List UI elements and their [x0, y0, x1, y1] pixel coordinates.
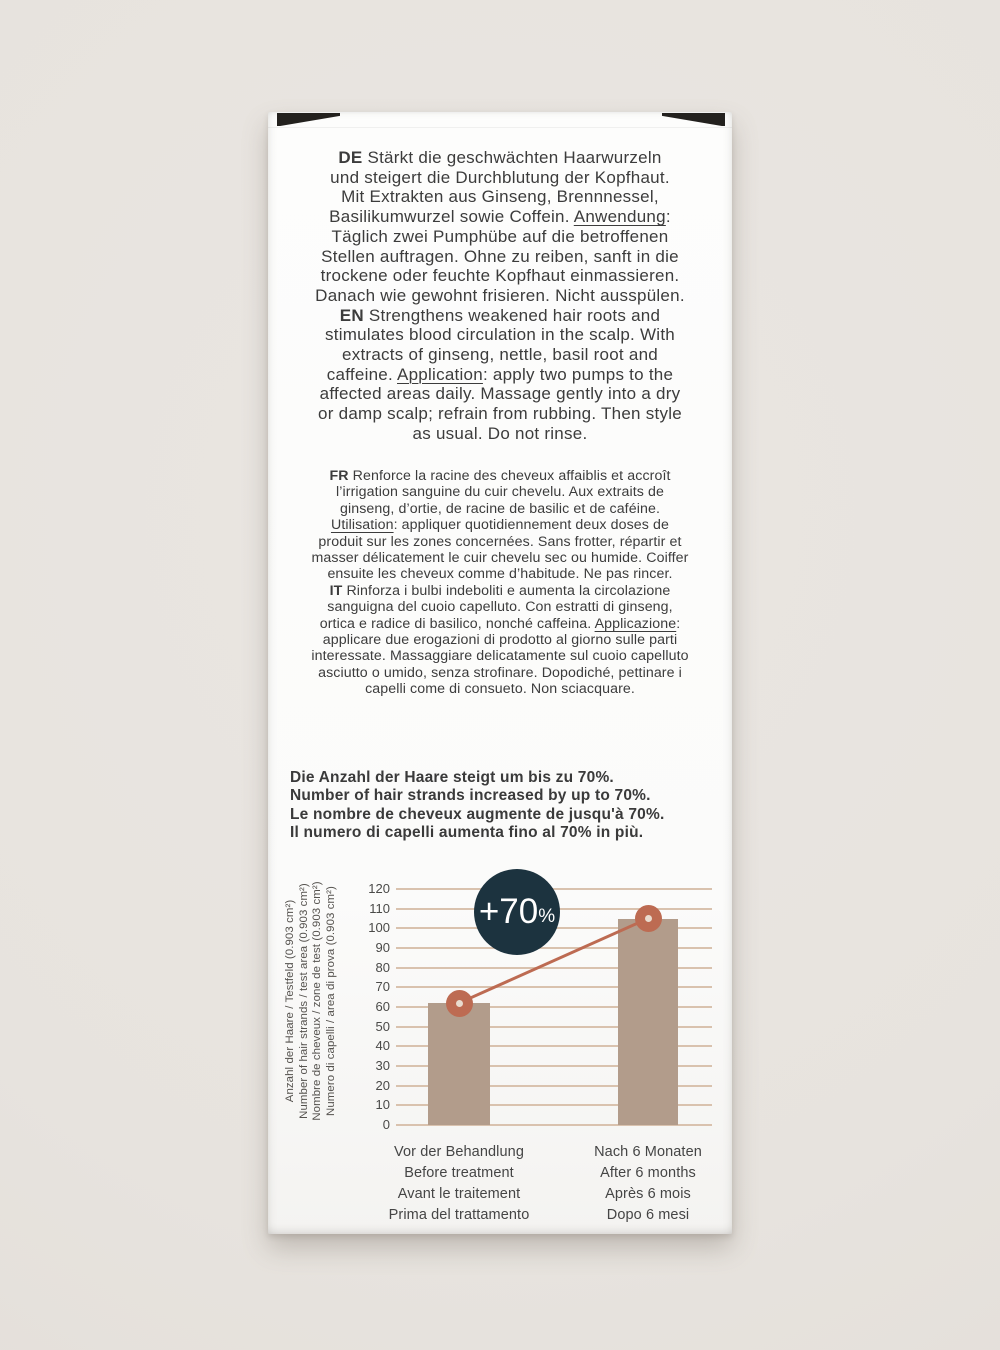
text-line: Stellen auftragen. Ohne zu reiben, sanft in die: [321, 246, 679, 266]
text-line: Nach 6 Monaten: [594, 1144, 702, 1160]
text-line: asciutto o umido, senza strofinare. Dopodiché, pettinare i: [318, 664, 682, 681]
text-line: Mit Extrakten aus Ginseng, Brennnessel,: [341, 187, 659, 207]
text-line: Danach wie gewohnt frisieren. Nicht ausspülen.: [315, 285, 685, 305]
trend-line: [268, 112, 732, 1234]
dot-hole: [456, 1000, 463, 1007]
text-line: EN Strengthens weakened hair roots and: [339, 305, 661, 325]
chart: [268, 112, 732, 1234]
text-line: Number of hair strands increased by up to 70%.: [290, 787, 651, 805]
y-tick-label: 10: [375, 1097, 390, 1113]
text-line: extracts of ginseng, nettle, basil root and: [342, 345, 658, 365]
data-point-after: [635, 905, 662, 932]
text-line: Die Anzahl der Haare steigt um bis zu 70%.: [290, 769, 614, 786]
y-tick-label: 90: [375, 940, 390, 955]
text-line: DE Stärkt die geschwächten Haarwurzeln: [338, 148, 662, 167]
data-point-before: [446, 990, 473, 1017]
text-line: produit sur les zones concernées. Sans frotter, répartir et: [318, 533, 682, 550]
text-line: Vor der Behandlung: [394, 1144, 524, 1160]
increase-badge: [474, 869, 560, 955]
y-tick-label: 0: [382, 1117, 390, 1132]
text-line: masser délicatement le cuir chevelu sec ou humide. Coiffer: [311, 550, 689, 567]
y-tick-label: 80: [375, 959, 390, 975]
y-tick-label: 70: [375, 979, 390, 995]
text-line: or damp scalp; refrain from rubbing. Then style: [318, 404, 682, 424]
text-line: Utilisation: appliquer quotidiennement deux doses de: [330, 517, 670, 534]
text-line: ensuite les cheveux comme d’habitude. Ne pas rincer.: [327, 566, 673, 583]
text-line: Nombre de cheveux / zone de test (0.903 cm²): [311, 881, 324, 1121]
text-line: Prima del trattamento: [388, 1207, 530, 1223]
text-line: caffeine. Application: apply two pumps to the: [326, 364, 674, 384]
text-line: Après 6 mois: [605, 1186, 691, 1202]
text-line: Number of hair strands / test area (0.903 cm²): [297, 883, 310, 1119]
text-line: ginseng, d’ortie, de racine de basilic et de caféine.: [340, 500, 660, 517]
y-tick-label: 30: [375, 1058, 390, 1073]
text-line: affected areas daily. Massage gently into a dry: [319, 384, 681, 404]
text-line: After 6 months: [600, 1165, 696, 1181]
badge-value: +70: [478, 892, 539, 931]
text-line: Le nombre de cheveux augmente de jusqu'à 70%.: [290, 805, 665, 823]
text-line: applicare due erogazioni di prodotto al giorno sulle parti: [322, 632, 678, 649]
text-line: interessate. Massaggiare delicatamente sul cuoio capelluto: [311, 648, 689, 665]
y-tick-label: 110: [369, 900, 390, 916]
text-line: Avant le traitement: [397, 1186, 521, 1202]
text-line: sanguigna del cuoio capelluto. Con estratti di ginseng,: [327, 599, 673, 616]
text-line: capelli come di consueto. Non sciacquare.: [365, 681, 635, 698]
text-line: Before treatment: [404, 1165, 514, 1181]
text-line: FR Renforce la racine des cheveux affaiblis et accroît: [329, 468, 671, 484]
text-line: IT Rinforza i bulbi indeboliti e aumenta la circolazione: [329, 582, 671, 599]
text-line: Basilikumwurzel sowie Coffein. Anwendung:: [329, 207, 671, 227]
text-line: Il numero di capelli aumenta fino al 70% in più.: [290, 824, 644, 842]
text-line: stimulates blood circulation in the scalp. With: [324, 325, 675, 345]
text-line: l’irrigation sanguine du cuir chevelu. Aux extraits de: [336, 484, 664, 501]
y-tick-label: 50: [375, 1018, 390, 1034]
y-tick-label: 40: [375, 1038, 390, 1054]
text-line: as usual. Do not rinse.: [412, 423, 588, 443]
y-tick-label: 60: [375, 999, 390, 1014]
text-line: Numero di capelli / area di prova (0.903 cm²): [324, 886, 337, 1116]
dot-hole: [645, 915, 652, 922]
text-line: trockene oder feuchte Kopfhaut einmassieren.: [320, 266, 680, 286]
y-tick-label: 120: [368, 881, 390, 896]
badge-unit: %: [538, 906, 556, 927]
text-line: Anzahl der Haare / Testfeld (0.903 cm²): [284, 899, 296, 1103]
text-line: Dopo 6 mesi: [606, 1207, 690, 1223]
text-line: und steigert die Durchblutung der Kopfhaut.: [330, 167, 670, 187]
y-tick-label: 100: [368, 920, 390, 936]
package-back-panel: [268, 112, 732, 1234]
text-line: Täglich zwei Pumphübe auf die betroffenen: [331, 226, 669, 246]
text-line: ortica e radice di basilico, nonché caffeina. Applicazione:: [319, 615, 681, 632]
y-tick-label: 20: [375, 1077, 390, 1093]
